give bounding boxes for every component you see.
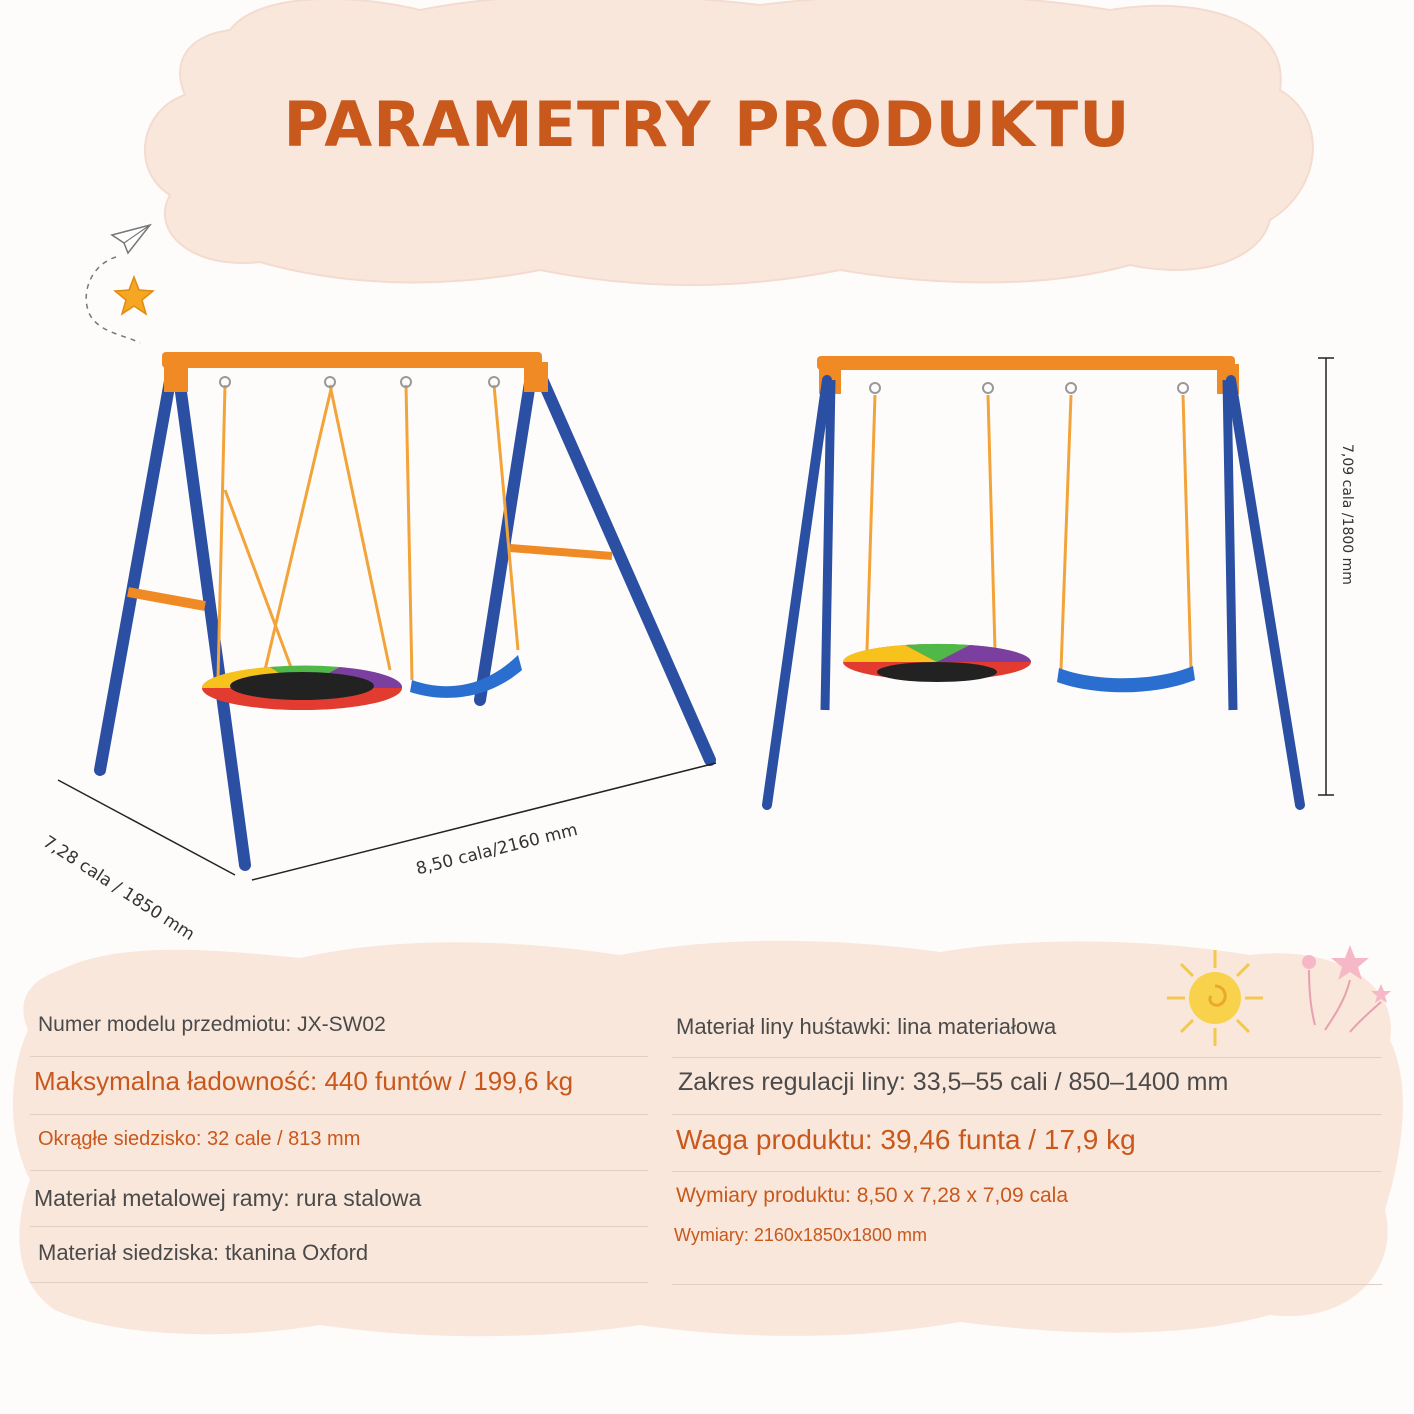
flowers-icon (1295, 940, 1395, 1040)
spec-seat-material: Materiał siedziska: tkanina Oxford (38, 1240, 369, 1265)
star-icon (112, 274, 156, 318)
spec-model-number: Numer modelu przedmiotu: JX-SW02 (38, 1013, 386, 1036)
page-title: PARAMETRY PRODUKTU (283, 88, 1131, 161)
spec-rope-adjustment: Zakres regulacji liny: 33,5–55 cali / 850–1400 mm (678, 1068, 1229, 1096)
divider (30, 1226, 648, 1227)
divider (30, 1114, 648, 1115)
spec-product-dimensions-inches: Wymiary produktu: 8,50 x 7,28 x 7,09 cala (676, 1184, 1069, 1207)
spec-rope-material: Materiał liny huśtawki: lina materiałowa (676, 1014, 1057, 1039)
divider (672, 1057, 1382, 1058)
swing-front-illustration (755, 340, 1355, 820)
divider (30, 1282, 648, 1283)
sun-icon (1165, 948, 1265, 1048)
width-dimension-label: 8,50 cala/2160 mm (414, 819, 580, 880)
spec-round-seat: Okrągłe siedzisko: 32 cale / 813 mm (38, 1128, 361, 1150)
divider (30, 1056, 648, 1057)
spec-max-load: Maksymalna ładowność: 440 funtów / 199,6 kg (34, 1066, 574, 1096)
divider (672, 1114, 1382, 1115)
divider (672, 1284, 1382, 1285)
divider (672, 1171, 1382, 1172)
spec-product-dimensions-mm: Wymiary: 2160x1850x1800 mm (674, 1225, 927, 1245)
spec-frame-material: Materiał metalowej ramy: rura stalowa (34, 1185, 422, 1211)
height-dimension-label: 7,09 cala /1800 mm (1339, 444, 1355, 585)
swing-perspective-illustration (40, 340, 740, 910)
depth-dimension-label: 7,28 cala / 1850 mm (39, 832, 199, 945)
spec-product-weight: Waga produktu: 39,46 funta / 17,9 kg (676, 1124, 1136, 1155)
divider (30, 1170, 648, 1171)
